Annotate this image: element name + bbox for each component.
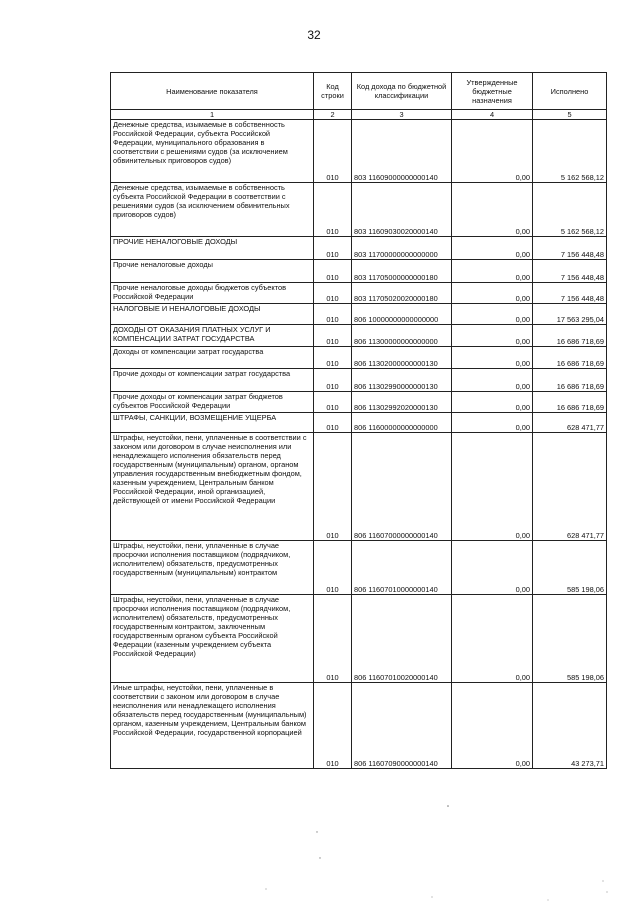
row-approved: 0,00 [452,413,533,433]
row-code: 010 [314,347,352,369]
row-kbk: 806 11607010020000140 [352,595,452,683]
row-kbk: 806 11302992020000130 [352,392,452,413]
row-name: ПРОЧИЕ НЕНАЛОГОВЫЕ ДОХОДЫ [111,237,314,260]
row-kbk: 806 11607000000000140 [352,433,452,541]
row-executed: 628 471,77 [533,433,607,541]
row-name: ДОХОДЫ ОТ ОКАЗАНИЯ ПЛАТНЫХ УСЛУГ И КОМПЕНСАЦИИ ЗАТРАТ ГОСУДАРСТВА [111,325,314,347]
row-name: Денежные средства, изымаемые в собственность Российской Федерации, субъекта Российской Федерации, муниципального образования в соответствии с решениями судов (за исключением обвинительных приговоров судов) [111,120,314,183]
row-approved: 0,00 [452,304,533,325]
row-approved: 0,00 [452,120,533,183]
row-name: Денежные средства, изымаемые в собственность субъекта Российской Федерации в соответствии с решениями судов (за исключением обвинительных приговоров судов) [111,183,314,237]
row-executed: 16 686 718,69 [533,369,607,392]
row-executed: 5 162 568,12 [533,183,607,237]
column-number: 5 [533,110,607,120]
row-name: Доходы от компенсации затрат государства [111,347,314,369]
row-approved: 0,00 [452,683,533,769]
row-kbk: 806 11300000000000000 [352,325,452,347]
row-executed: 5 162 568,12 [533,120,607,183]
row-executed: 7 156 448,48 [533,260,607,283]
row-code: 010 [314,413,352,433]
row-executed: 16 686 718,69 [533,325,607,347]
row-kbk: 806 11607010000000140 [352,541,452,595]
row-approved: 0,00 [452,595,533,683]
row-executed: 585 198,06 [533,541,607,595]
row-kbk: 806 11607090000000140 [352,683,452,769]
row-kbk: 806 10000000000000000 [352,304,452,325]
row-approved: 0,00 [452,541,533,595]
row-name: НАЛОГОВЫЕ И НЕНАЛОГОВЫЕ ДОХОДЫ [111,304,314,325]
row-executed: 585 198,06 [533,595,607,683]
row-kbk: 803 11700000000000000 [352,237,452,260]
row-code: 010 [314,392,352,413]
row-name: Прочие доходы от компенсации затрат государства [111,369,314,392]
row-name: ШТРАФЫ, САНКЦИИ, ВОЗМЕЩЕНИЕ УЩЕРБА [111,413,314,433]
row-code: 010 [314,595,352,683]
row-code: 010 [314,541,352,595]
header-code: Код строки [314,73,352,110]
row-name: Иные штрафы, неустойки, пени, уплаченные в соответствии с законом или договором в случае неисполнения или ненадлежащего исполнения обязательств перед государственным (муниципальным) органом, казенным учреждением, Центральным банком Российской Федерации, государственной корпорацией [111,683,314,769]
row-executed: 16 686 718,69 [533,392,607,413]
row-code: 010 [314,433,352,541]
row-kbk: 803 11705000000000180 [352,260,452,283]
row-executed: 43 273,71 [533,683,607,769]
row-kbk: 803 11705020020000180 [352,283,452,304]
header-kbk: Код дохода по бюджетной классификации [352,73,452,110]
row-kbk: 803 11609000000000140 [352,120,452,183]
row-code: 010 [314,325,352,347]
row-approved: 0,00 [452,325,533,347]
row-code: 010 [314,283,352,304]
row-approved: 0,00 [452,347,533,369]
row-name: Штрафы, неустойки, пени, уплаченные в случае просрочки исполнения поставщиком (подрядчиком, исполнителем) обязательств, предусмотренных государственным контрактом, заключенным государственным органом субъекта Российской Федерации (казенным учреждением субъекта Российской Федерации) [111,595,314,683]
row-code: 010 [314,183,352,237]
row-executed: 16 686 718,69 [533,347,607,369]
row-name: Прочие неналоговые доходы [111,260,314,283]
row-code: 010 [314,237,352,260]
row-approved: 0,00 [452,369,533,392]
row-code: 010 [314,260,352,283]
row-kbk: 806 11600000000000000 [352,413,452,433]
header-name: Наименование показателя [111,73,314,110]
column-number: 4 [452,110,533,120]
row-approved: 0,00 [452,392,533,413]
column-number: 1 [111,110,314,120]
row-approved: 0,00 [452,260,533,283]
row-executed: 628 471,77 [533,413,607,433]
row-approved: 0,00 [452,237,533,260]
row-kbk: 806 11302990000000130 [352,369,452,392]
row-kbk: 806 11302000000000130 [352,347,452,369]
row-code: 010 [314,304,352,325]
row-executed: 7 156 448,48 [533,237,607,260]
header-executed: Исполнено [533,73,607,110]
row-code: 010 [314,369,352,392]
row-name: Прочие неналоговые доходы бюджетов субъектов Российской Федерации [111,283,314,304]
row-name: Штрафы, неустойки, пени, уплаченные в соответствии с законом или договором в случае неисполнения или ненадлежащего исполнения обязательств перед государственным (муниципальным) органом, органом управления государственным внебюджетным фондом, казенным учреждением, Центральным банком Российской Федерации, иной организацией, действующей от имени Российской Федерации [111,433,314,541]
row-code: 010 [314,120,352,183]
row-code: 010 [314,683,352,769]
row-kbk: 803 11609030020000140 [352,183,452,237]
row-executed: 7 156 448,48 [533,283,607,304]
row-name: Штрафы, неустойки, пени, уплаченные в случае просрочки исполнения поставщиком (подрядчиком, исполнителем) обязательств, предусмотренных государственным (муниципальным) контрактом [111,541,314,595]
row-executed: 17 563 295,04 [533,304,607,325]
column-number: 3 [352,110,452,120]
row-name: Прочие доходы от компенсации затрат бюджетов субъектов Российской Федерации [111,392,314,413]
page-number: 32 [307,28,321,42]
row-approved: 0,00 [452,183,533,237]
row-approved: 0,00 [452,433,533,541]
column-number: 2 [314,110,352,120]
row-approved: 0,00 [452,283,533,304]
header-approved: Утвержденные бюджетные назначения [452,73,533,110]
